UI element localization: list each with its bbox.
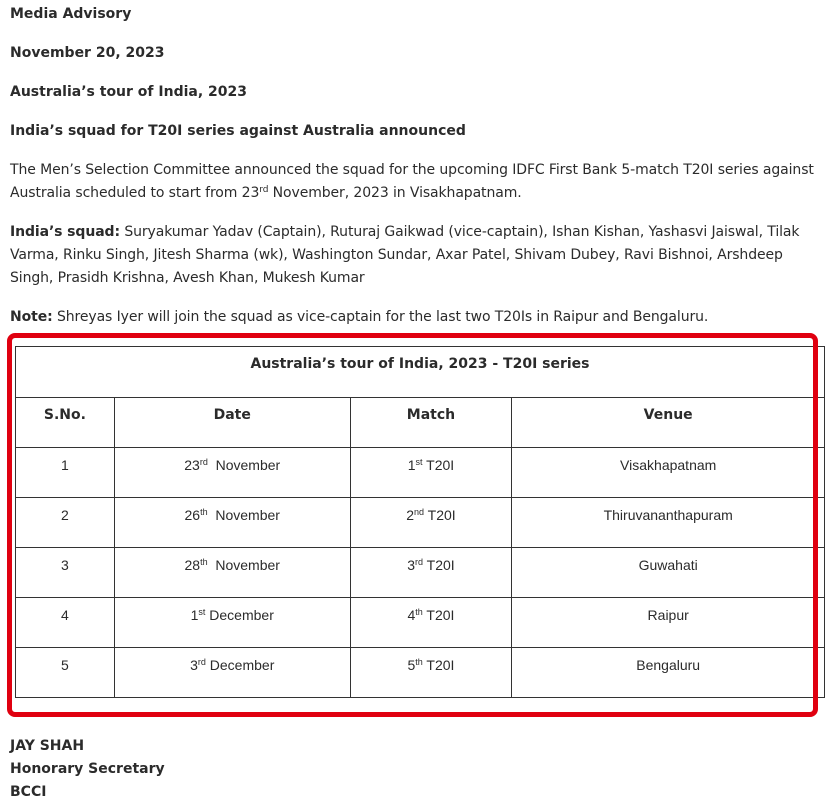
column-header-venue: Venue (512, 398, 825, 448)
announcement-headline: India’s squad for T20I series against Australia announced (10, 123, 466, 139)
schedule-table-wrapper (15, 346, 825, 696)
match-suffix: T20I (424, 507, 456, 523)
date-day-sup: st (198, 607, 206, 617)
date-day: 3 (190, 657, 198, 673)
note-paragraph (10, 306, 822, 329)
cell-date (114, 498, 350, 548)
cell-venue (512, 598, 825, 648)
column-header-match: Match (350, 398, 512, 448)
match-sup: rd (415, 557, 424, 567)
table-row (16, 498, 825, 548)
match-number: 1 (407, 457, 416, 473)
date-day-sup: th (200, 507, 208, 517)
date-day: 28 (184, 557, 201, 573)
schedule-title: Australia’s tour of India, 2023 - T20I series (16, 347, 825, 398)
cell-date (114, 548, 350, 598)
match-sup: th (415, 607, 423, 617)
table-header-row (16, 398, 825, 448)
date-month: November (207, 507, 280, 523)
media-advisory-label: Media Advisory (10, 6, 132, 22)
match-number: 4 (407, 607, 416, 623)
match-sup: th (415, 657, 423, 667)
match-suffix: T20I (422, 457, 455, 473)
sno-value: 4 (61, 607, 69, 623)
match-suffix: T20I (423, 557, 455, 573)
release-date: November 20, 2023 (10, 45, 165, 61)
table-row (16, 598, 825, 648)
cell-date (114, 448, 350, 498)
column-header-sno: S.No. (16, 398, 115, 448)
signatory-org: BCCI (10, 784, 47, 800)
cell-match (350, 548, 512, 598)
match-number: 3 (407, 557, 416, 573)
squad-label: India’s squad: (10, 224, 120, 240)
date-day: 1 (190, 607, 199, 623)
date-day-sup: th (200, 557, 208, 567)
match-suffix: T20I (422, 657, 455, 673)
venue-name: Visakhapatnam (620, 457, 717, 473)
cell-venue (512, 498, 825, 548)
sno-value: 1 (61, 457, 69, 473)
date-day-sup: rd (197, 657, 206, 667)
cell-match (350, 448, 512, 498)
date-day-sup: rd (199, 457, 208, 467)
cell-match (350, 598, 512, 648)
intro-text: The Men’s Selection Committee announced the squad for the upcoming IDFC First Bank 5-match T20I series against Australia scheduled to start from 23 (10, 162, 814, 201)
match-sup: st (415, 457, 423, 467)
match-sup: nd (414, 507, 425, 517)
cell-venue (512, 648, 825, 698)
column-header-date: Date (114, 398, 350, 448)
venue-name: Thiruvananthapuram (603, 507, 733, 523)
schedule-table (15, 346, 825, 698)
note-label: Note: (10, 309, 53, 325)
intro-sup: rd (259, 185, 269, 195)
sno-value: 3 (61, 557, 69, 573)
cell-venue (512, 548, 825, 598)
cell-sno (16, 598, 115, 648)
squad-list: Suryakumar Yadav (Captain), Ruturaj Gaikwad (vice-captain), Ishan Kishan, Yashasvi Jaiswal, Tilak Varma, Rinku Singh, Jitesh Sharma (wk), Washington Sundar, Axar Patel, Shivam Dubey, Ravi Bishnoi, Arshdeep Singh, Prasidh Krishna, Avesh Khan, Mukesh Kumar (10, 224, 800, 286)
tour-heading: Australia’s tour of India, 2023 (10, 84, 247, 100)
sno-value: 2 (61, 507, 69, 523)
cell-sno (16, 448, 115, 498)
cell-sno (16, 648, 115, 698)
note-text: Shreyas Iyer will join the squad as vice-captain for the last two T20Is in Raipur and Bengaluru. (52, 309, 709, 325)
squad-paragraph (10, 221, 822, 290)
table-row (16, 648, 825, 698)
intro-text-end: November, 2023 in Visakhapatnam. (268, 185, 522, 201)
date-month: November (207, 457, 281, 473)
cell-venue (512, 448, 825, 498)
match-number: 2 (406, 507, 415, 523)
date-month: November (207, 557, 280, 573)
match-number: 5 (407, 657, 416, 673)
table-row (16, 548, 825, 598)
venue-name: Bengaluru (636, 657, 701, 673)
signatory-title: Honorary Secretary (10, 761, 165, 777)
sno-value: 5 (61, 657, 69, 673)
signatory-name: JAY SHAH (10, 738, 85, 754)
cell-sno (16, 548, 115, 598)
cell-date (114, 648, 350, 698)
date-month: December (205, 657, 275, 673)
date-day: 26 (184, 507, 201, 523)
match-suffix: T20I (422, 607, 455, 623)
cell-match (350, 648, 512, 698)
cell-match (350, 498, 512, 548)
date-month: December (205, 607, 274, 623)
cell-sno (16, 498, 115, 548)
venue-name: Guwahati (638, 557, 698, 573)
date-day: 23 (184, 457, 200, 473)
cell-date (114, 598, 350, 648)
intro-paragraph (10, 159, 822, 205)
venue-name: Raipur (647, 607, 689, 623)
table-row (16, 448, 825, 498)
